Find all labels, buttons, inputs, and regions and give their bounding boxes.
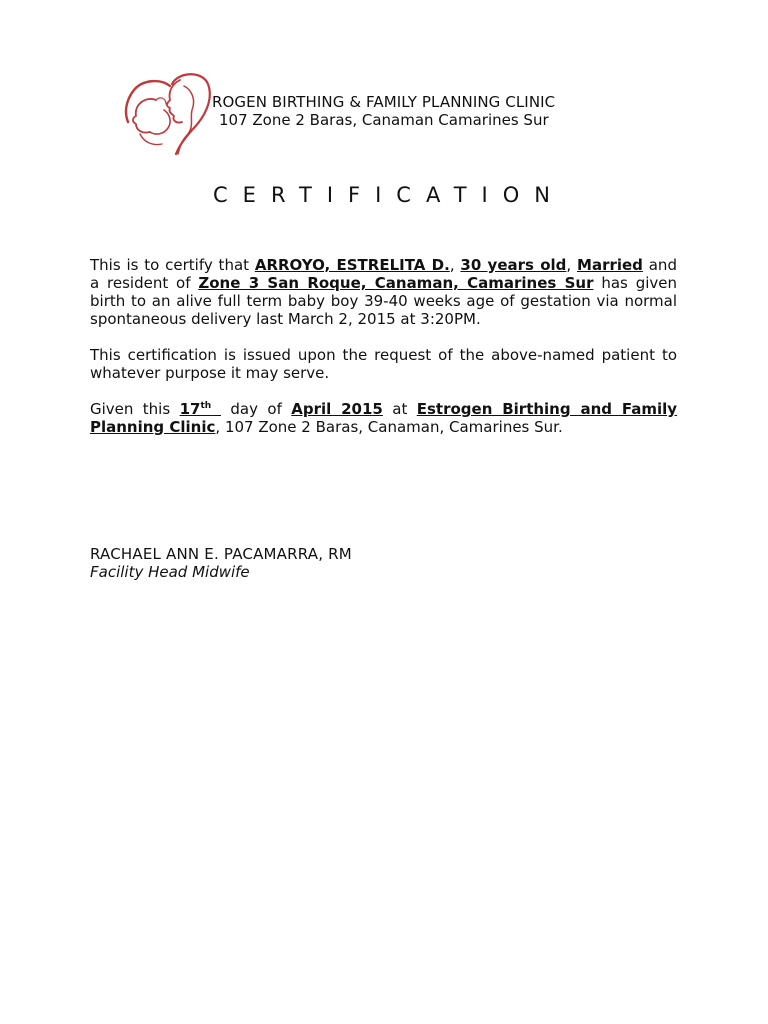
certification-paragraph-2: This certification is issued upon the request of the above-named patient to whatever purpose it may serve. bbox=[90, 346, 677, 382]
clinic-address: 107 Zone 2 Baras, Canaman Camarines Sur bbox=[219, 111, 549, 129]
p1-text-5: has given birth to an alive full term baby boy 39-40 weeks age of gestation via normal spontaneous delivery last March 2, 2015 at 3:20PM. bbox=[90, 274, 677, 328]
issue-day-number: 17 bbox=[179, 400, 201, 418]
residence: Zone 3 San Roque, Canaman, Camarines Sur bbox=[198, 274, 594, 292]
civil-status: Married bbox=[577, 256, 643, 274]
document-title: CERTIFICATION bbox=[213, 183, 565, 207]
p3-text-4: , 107 Zone 2 Baras, Canaman, Camarines Sur. bbox=[215, 418, 563, 436]
clinic-logo bbox=[120, 70, 216, 162]
p3-text-1: Given this bbox=[90, 400, 180, 418]
clinic-name: ROGEN BIRTHING & FAMILY PLANNING CLINIC bbox=[212, 93, 556, 111]
patient-age: 30 years old bbox=[460, 256, 567, 274]
issue-day-suffix: th bbox=[200, 401, 212, 411]
signatory-name: RACHAEL ANN E. PACAMARRA, RM bbox=[90, 545, 352, 563]
patient-name: ARROYO, ESTRELITA D. bbox=[254, 256, 450, 274]
p3-text-3: at bbox=[382, 400, 417, 418]
p1-text-4: and a resident of bbox=[90, 256, 677, 292]
p1-text-3: , bbox=[566, 256, 578, 274]
mother-and-child-heart-icon bbox=[120, 70, 216, 162]
p1-text-1: This is to certify that bbox=[90, 256, 255, 274]
signatory-title: Facility Head Midwife bbox=[90, 563, 250, 581]
p1-text-2: , bbox=[449, 256, 461, 274]
certification-paragraph-1 bbox=[90, 256, 677, 328]
issuing-clinic: Estrogen Birthing and Family Planning Clinic bbox=[90, 400, 678, 436]
issue-day bbox=[180, 400, 221, 418]
issue-month-year: April 2015 bbox=[291, 400, 383, 418]
certification-paragraph-3 bbox=[90, 400, 677, 436]
p3-text-2: day of bbox=[221, 400, 292, 418]
